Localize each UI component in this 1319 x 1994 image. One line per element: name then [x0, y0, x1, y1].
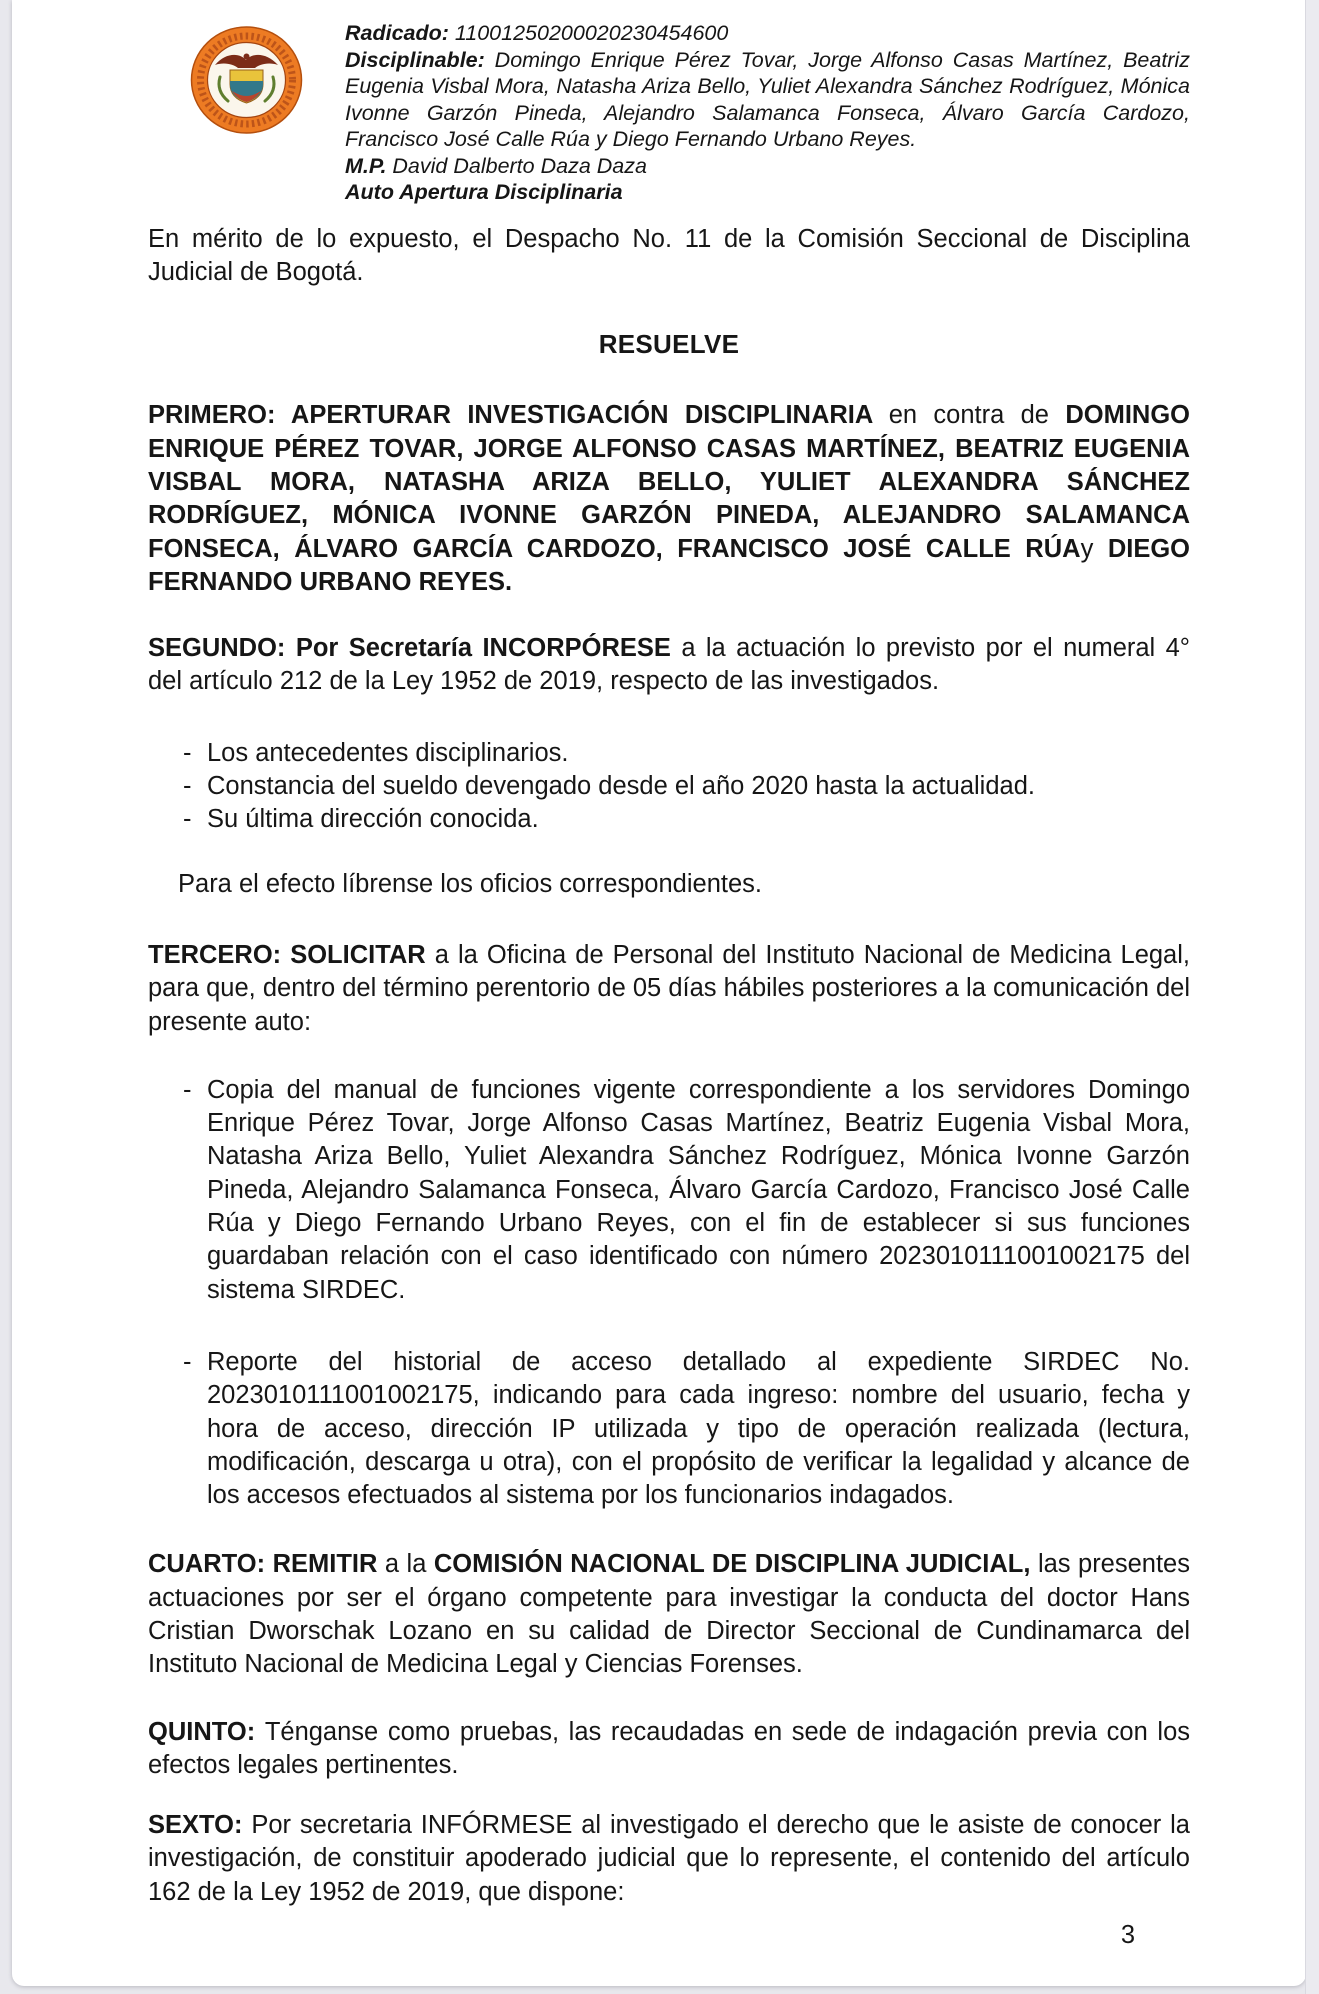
- list-item: [183, 770, 1190, 803]
- disciplinable-line: Disciplinable: Domingo Enrique Pérez Tovar, Jorge Alfonso Casas Martínez, Beatriz Eugenia Visbal Mora, Natasha Ariza Bello, Yuliet Alexandra Sánchez Rodríguez, Mónica Ivonne Garzón Pineda, Alejandro Salamanca Fonseca, Álvaro García Cardozo, Francisco José Calle Rúa y Diego Fernando Urbano Reyes.: [345, 47, 1190, 151]
- colombia-coat-of-arms-seal: [190, 25, 303, 135]
- page-number: 3: [1120, 1921, 1135, 1950]
- list-item-text: Reporte del historial de acceso detallado al expediente SIRDEC No. 2023010111001002175, indicando para cada ingreso: nombre del usuario, fecha y hora de acceso, dirección IP utilizada y tipo de operación realizada (lectura, modificación, descarga u otra), con el propósito de verificar la legalidad y alcance de los accesos efectuados al sistema por los funcionarios indagados.: [207, 1347, 1190, 1510]
- list-item: [183, 1074, 1190, 1307]
- header-text-block: [345, 20, 1190, 206]
- segundo-paragraph: SEGUNDO: Por Secretaría INCORPÓRESE a la actuación lo previsto por el numeral 4° del artículo 212 de la Ley 1952 de 2019, respecto de las investigados.: [148, 634, 1191, 696]
- list-item: [183, 737, 1190, 770]
- magistrado-ponente-line: M.P. David Dalberto Daza Daza: [345, 153, 647, 178]
- sexto-paragraph: SEXTO: Por secretaria INFÓRMESE al investigado el derecho que le asiste de conocer la investigación, de constituir apoderado judicial que lo represente, el contenido del artículo 162 de la Ley 1952 de 2019, que dispone:: [148, 1811, 1190, 1906]
- dash-bullet-marker: -: [183, 1075, 192, 1104]
- tercero-paragraph: TERCERO: SOLICITAR a la Oficina de Personal del Instituto Nacional de Medicina Legal, para que, dentro del término perentorio de 05 días hábiles posteriores a la comunicación del presente auto:: [148, 940, 1190, 1036]
- radicado-line: Radicado: 11001250200020230454600: [345, 21, 729, 45]
- document-type-line: Auto Apertura Disciplinaria: [345, 180, 623, 204]
- list-item: [183, 1346, 1190, 1512]
- list-item-text: Constancia del sueldo devengado desde el año 2020 hasta la actualidad.: [207, 772, 1035, 801]
- list-item: [183, 803, 1190, 836]
- dash-bullet-marker: -: [183, 1347, 192, 1376]
- quinto-paragraph: QUINTO: Ténganse como pruebas, las recaudadas en sede de indagación previa con los efectos legales pertinentes.: [148, 1717, 1190, 1779]
- scrollbar-track[interactable]: [1305, 0, 1319, 1994]
- document-header: [12, 0, 1306, 206]
- primero-paragraph: PRIMERO: APERTURAR INVESTIGACIÓN DISCIPLINARIA en contra de DOMINGO ENRIQUE PÉREZ TOVAR, JORGE ALFONSO CASAS MARTÍNEZ, BEATRIZ EUGENIA VISBAL MORA, NATASHA ARIZA BELLO, YULIET ALEXANDRA SÁNCHEZ RODRÍGUEZ, MÓNICA IVONNE GARZÓN PINEDA, ALEJANDRO SALAMANCA FONSECA, ÁLVARO GARCÍA CARDOZO, FRANCISCO JOSÉ CALLE RÚAy DIEGO FERNANDO URBANO REYES.: [148, 401, 1190, 596]
- list-item-text: Copia del manual de funciones vigente correspondiente a los servidores Domingo Enrique Pérez Tovar, Jorge Alfonso Casas Martínez, Beatriz Eugenia Visbal Mora, Natasha Ariza Bello, Yuliet Alexandra Sánchez Rodríguez, Mónica Ivonne Garzón Pineda, Alejandro Salamanca Fonseca, Álvaro García Cardozo, Francisco José Calle Rúa y Diego Fernando Urbano Reyes, con el fin de establecer si sus funciones guardaban relación con el caso identificado con número 2023010111001002175 del sistema SIRDEC.: [207, 1075, 1190, 1304]
- segundo-list: [148, 737, 1190, 837]
- list-item-text: Los antecedentes disciplinarios.: [207, 738, 569, 767]
- resuelve-heading: RESUELVE: [598, 329, 740, 360]
- dash-bullet-marker: -: [183, 805, 192, 834]
- document-body: [12, 223, 1306, 1953]
- intro-paragraph: En mérito de lo expuesto, el Despacho No. 11 de la Comisión Seccional de Disciplina Judicial de Bogotá.: [148, 224, 1190, 286]
- dash-bullet-marker: -: [183, 738, 192, 767]
- document-page: [12, 0, 1306, 1986]
- cuarto-paragraph: CUARTO: REMITIR a la COMISIÓN NACIONAL DE DISCIPLINA JUDICIAL, las presentes actuaciones por ser el órgano competente para investigar la conducta del doctor Hans Cristian Dworschak Lozano en su calidad de Director Seccional de Cundinamarca del Instituto Nacional de Medicina Legal y Ciencias Forenses.: [148, 1550, 1190, 1679]
- list-item-text: Su última dirección conocida.: [207, 805, 539, 834]
- oficios-paragraph: Para el efecto líbrense los oficios correspondientes.: [178, 869, 762, 898]
- dash-bullet-marker: -: [183, 772, 192, 801]
